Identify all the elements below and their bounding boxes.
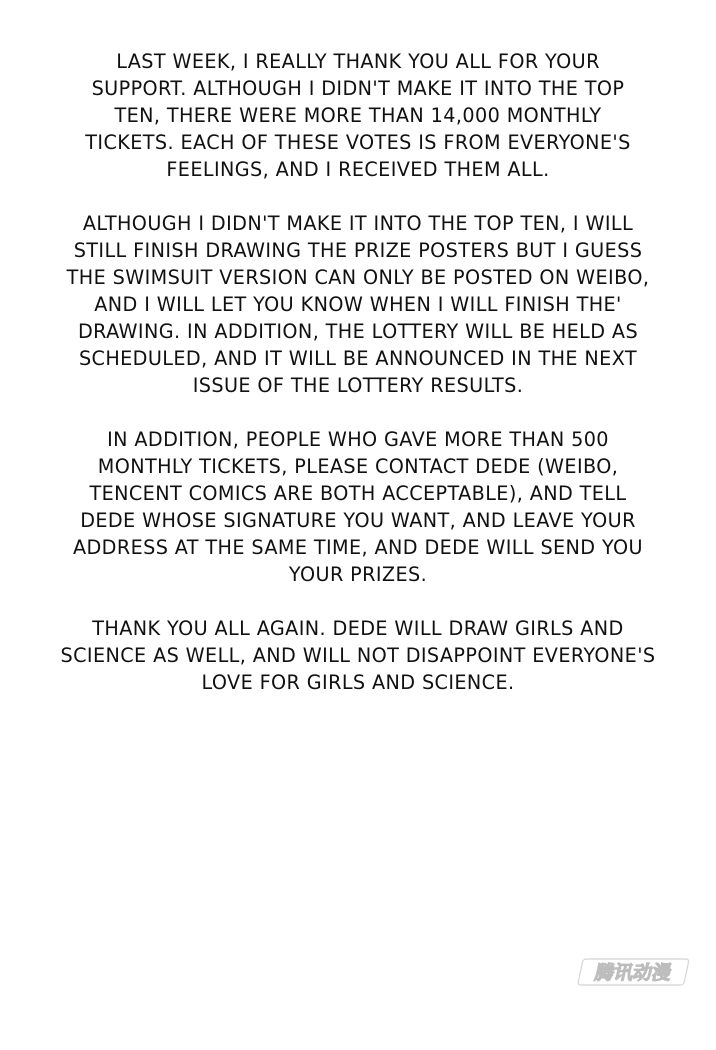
text-line: AND I WILL LET YOU KNOW WHEN I WILL FINISH THE': [94, 293, 622, 316]
text-line: LAST WEEK, I REALLY THANK YOU ALL FOR YOUR: [116, 50, 600, 73]
text-line: SUPPORT. ALTHOUGH I DIDN'T MAKE IT INTO THE TOP: [91, 77, 625, 100]
svg-text:腾讯动漫: 腾讯动漫: [592, 961, 674, 984]
text-line: TICKETS. EACH OF THESE VOTES IS FROM EVERYONE'S: [85, 131, 631, 154]
text-line: SCHEDULED, AND IT WILL BE ANNOUNCED IN THE NEXT: [78, 347, 638, 370]
paragraph-thanks: [40, 48, 676, 183]
paragraph-prizes: [40, 426, 676, 588]
text-line: STILL FINISH DRAWING THE PRIZE POSTERS BUT I GUESS: [73, 239, 643, 262]
text-line: LOVE FOR GIRLS AND SCIENCE.: [201, 671, 515, 694]
text-line: THE SWIMSUIT VERSION CAN ONLY BE POSTED ON WEIBO,: [66, 266, 650, 289]
text-line: ADDRESS AT THE SAME TIME, AND DEDE WILL SEND YOU: [72, 536, 643, 559]
text-line: FEELINGS, AND I RECEIVED THEM ALL.: [166, 158, 550, 181]
paragraph-closing: [40, 615, 676, 696]
text-line: THANK YOU ALL AGAIN. DEDE WILL DRAW GIRLS AND: [92, 617, 624, 640]
tencent-comics-watermark-logo: [574, 955, 694, 989]
text-line: YOUR PRIZES.: [288, 563, 428, 586]
text-line: MONTHLY TICKETS, PLEASE CONTACT DEDE (WEIBO,: [97, 455, 619, 478]
text-line: IN ADDITION, PEOPLE WHO GAVE MORE THAN 500: [107, 428, 609, 451]
paragraph-posters: [40, 210, 676, 399]
text-line: TENCENT COMICS ARE BOTH ACCEPTABLE), AND TELL: [89, 482, 627, 505]
text-line: ALTHOUGH I DIDN'T MAKE IT INTO THE TOP TEN, I WILL: [82, 212, 634, 235]
author-note: [40, 48, 676, 723]
text-line: TEN, THERE WERE MORE THAN 14,000 MONTHLY: [114, 104, 602, 127]
text-line: ISSUE OF THE LOTTERY RESULTS.: [192, 374, 524, 397]
text-line: DEDE WHOSE SIGNATURE YOU WANT, AND LEAVE YOUR: [80, 509, 636, 532]
text-line: SCIENCE AS WELL, AND WILL NOT DISAPPOINT EVERYONE'S: [60, 644, 656, 667]
text-line: DRAWING. IN ADDITION, THE LOTTERY WILL BE HELD AS: [77, 320, 639, 343]
